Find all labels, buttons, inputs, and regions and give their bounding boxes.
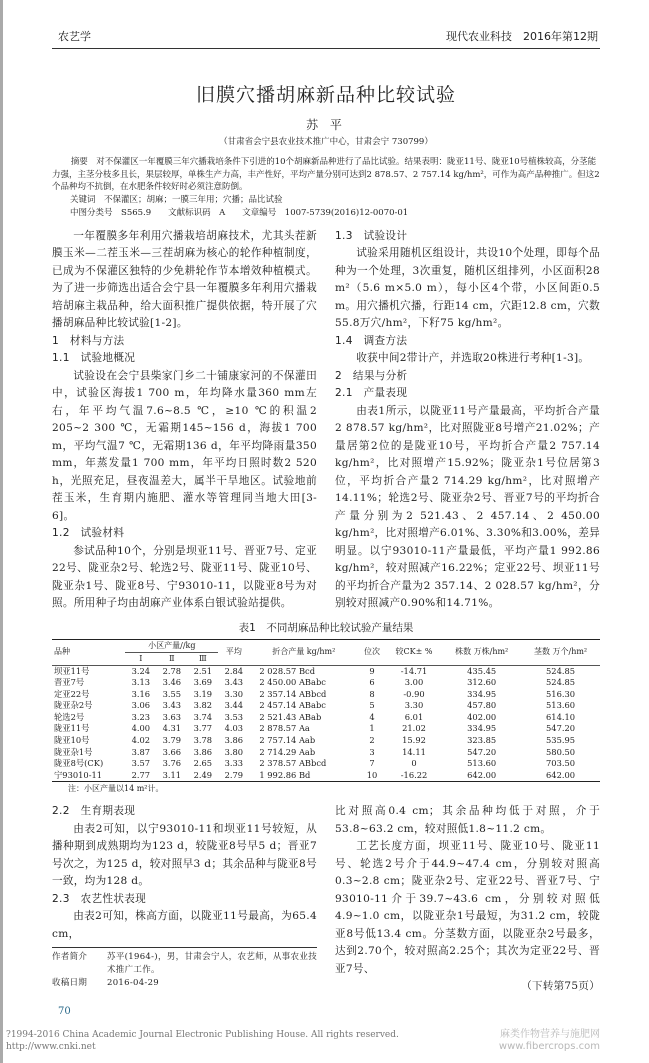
table-cell: 3.87	[131, 746, 151, 757]
left-column-lower	[52, 803, 317, 995]
table-row	[52, 758, 600, 770]
table-cell: 14.11	[402, 746, 426, 757]
received-date: 2016-04-29	[107, 978, 160, 989]
table-cell: 703.50	[546, 758, 576, 769]
table-cell: 7	[369, 758, 375, 769]
table-row	[52, 665, 600, 677]
keywords: 关键词 不保灌区；胡麻；一膜三年用；穴播；品比试验	[70, 194, 283, 205]
header-journal	[446, 28, 598, 44]
table-cell: 535.95	[546, 735, 576, 746]
table-cell: 3.82	[193, 700, 213, 711]
bio-label: 作者简介	[52, 952, 88, 963]
table-cell: 334.95	[467, 688, 497, 699]
table-row	[52, 723, 600, 735]
table-cell: 513.60	[546, 700, 576, 711]
table-cell: 3.13	[131, 677, 151, 688]
table-cell: 15.92	[402, 735, 426, 746]
table-cell: -16.22	[400, 769, 428, 780]
table-cell: 3.44	[224, 700, 244, 711]
col-rank: 位次	[358, 639, 386, 665]
table-cell: 坝亚11号	[54, 665, 90, 676]
table-row	[52, 689, 600, 701]
table-cell: 1	[369, 723, 375, 734]
classification: 中图分类号 S565.9 文献标识码 A 文章编号 1007-5739(2016)12-0070-01	[70, 207, 409, 218]
table-row	[52, 700, 600, 712]
table-cell: 4.00	[131, 723, 151, 734]
abstract: 摘要 对不保灌区一年覆膜三年穴播栽培条件下引进的10个胡麻新品种进行了品比试验。结果表明：陇亚11号、陇亚10号植株较高，分茎能力强，主茎分枝多且长，果层较厚，单株生产力高，丰产性好，平均产量分别可达到2 878.57、2 757.14 kg/hm²，可作为高产品种推广。但这2个品种均不抗倒，在水肥条件较好时必须注意防倒。	[52, 157, 600, 192]
table-cell: 323.85	[467, 735, 497, 746]
table-cell: 524.85	[546, 665, 576, 676]
col-r1: Ⅰ	[125, 652, 156, 665]
table-cell: 10	[366, 769, 378, 780]
table-cell: 3.86	[224, 735, 244, 746]
left-column	[52, 228, 317, 613]
table-cell: 3	[369, 746, 375, 757]
table-cell: 2 714.29 Aab	[259, 746, 316, 757]
header-section: 农艺学	[58, 30, 91, 43]
table-cell: 宁93010-11	[54, 769, 103, 780]
table-cell: 3.43	[162, 700, 182, 711]
table-cell: 435.45	[467, 665, 497, 676]
table-cell: 4	[369, 711, 375, 722]
col-plot: 小区产量//kg	[125, 639, 218, 652]
col-plants: 株数 万株/hm²	[442, 639, 521, 665]
col-conv: 折合产量 kg/hm²	[249, 639, 358, 665]
table-cell: 3.46	[162, 677, 182, 688]
paragraph-2-1: 由表1所示，以陇亚11号产量最高，平均折合产量2 878.57 kg/hm²，比对照陇亚8号增产21.02%；产量居第2位的是陇亚10号，平均折合产量2 757.14 kg/hm²，比对照增产15.92%；陇亚杂1号位居第3位，平均折合产量2 714.29 kg/hm²，比对照增产14.11%；轮选2号、陇亚杂2号、晋亚7号的平均折合产量分别为2 521.43、2 457.14、2 450.00 kg/hm²，比对照增产6.01%、3.30%和3.00%，差异明显。以宁93010-11产量最低，平均产量1 992.86 kg/hm²，较对照减产16.22%；定亚22号、坝亚11号的平均折合产量为2 357.14、2 028.57 kg/hm²，分别较对照减产0.90%和14.71%。	[335, 404, 600, 609]
table-cell: 陇亚8号(CK)	[54, 758, 104, 769]
table-cell: 524.85	[546, 677, 576, 688]
page-number: 70	[58, 1006, 71, 1018]
right-column	[335, 228, 600, 613]
table-cell: 陇亚杂1号	[54, 746, 93, 757]
lower-columns	[52, 803, 600, 995]
table-cell: 3.24	[131, 665, 151, 676]
table-cell: 2 878.57 Aa	[259, 723, 310, 734]
table-cell: 547.20	[467, 746, 497, 757]
table-cell: 614.10	[546, 711, 576, 722]
table-cell: 2.77	[131, 769, 151, 780]
paragraph-2-2: 由表2可知，以宁93010-11和坝亚11号较短，从播种期到成熟期均为123 d，较陇亚8号早5 d；晋亚7号次之，为125 d，较对照早3 d；其余品种与陇亚8号一致，均为128 d。	[52, 822, 317, 888]
table-cell: 3.66	[162, 746, 182, 757]
table-cell: 2 378.57 ABbcd	[259, 758, 327, 769]
table-cell: 642.00	[546, 769, 576, 780]
col-r2: Ⅱ	[156, 652, 187, 665]
page-header	[52, 28, 600, 49]
paragraph-2-3-b: 工艺长度方面，坝亚11号、陇亚10号、陇亚11号、轮选2号介于44.9~47.4 cm，分别较对照高0.3~2.8 cm；陇亚杂2号、定亚22号、晋亚7号、宁93010-11介于39.7~43.6 cm，分别较对照低4.9~1.0 cm，以陇亚杂1号最短，为31.2 cm，较陇亚8号低13.4 cm。分茎数方面，以陇亚杂2号最多，达到2.70个，较对照高2.25个；其次为定亚22号、晋亚7号、	[335, 840, 600, 975]
table-cell: 334.95	[467, 723, 497, 734]
bio-text: 苏平(1964-)，男，甘肃会宁人，农艺师，从事农业技术推广工作。	[107, 952, 317, 976]
yield-table	[52, 639, 600, 783]
table-cell: 642.00	[467, 769, 497, 780]
table-cell: 3.57	[131, 758, 151, 769]
table-cell: 3.06	[131, 700, 151, 711]
table-cell: 3.80	[224, 746, 244, 757]
table-cell: 3.86	[193, 746, 213, 757]
table-cell: 3.11	[162, 769, 182, 780]
table-row	[52, 770, 600, 782]
table-cell: 2.51	[193, 665, 213, 676]
table-cell: 3.43	[224, 677, 244, 688]
watermark	[499, 1029, 600, 1053]
table-cell: 定亚22号	[54, 688, 90, 699]
table-cell: 3.00	[404, 677, 424, 688]
table-cell: 2 357.14 ABbcd	[259, 688, 327, 699]
col-avg: 平均	[218, 639, 249, 665]
table-cell: 2.78	[162, 665, 182, 676]
paragraph-2-3-cont: 比对照高0.4 cm；其余品种均低于对照，介于53.8~63.2 cm，较对照低1.8~11.2 cm。	[335, 805, 600, 835]
table-body	[52, 665, 600, 782]
table-cell: 2 521.43 ABab	[259, 711, 322, 722]
table-cell: 3.69	[193, 677, 213, 688]
table-cell: 3.30	[224, 688, 244, 699]
table-cell: 4.03	[224, 723, 244, 734]
table-cell: 3.23	[131, 711, 151, 722]
heading-1-4: 1.4 调查方法	[335, 334, 408, 347]
table-cell: 1 992.86 Bd	[259, 769, 311, 780]
table-cell: 6	[369, 677, 375, 688]
table-cell: 580.50	[546, 746, 576, 757]
table-cell: 2.79	[224, 769, 244, 780]
copyright: ?1994-2016 China Academic Journal Electronic Publishing House. All rights reserved. http://www.cnki.net	[6, 1030, 408, 1053]
table-cell: 6.01	[404, 711, 424, 722]
watermark-line2: www.fibercrops.com	[498, 1041, 600, 1053]
table-cell: 513.60	[467, 758, 497, 769]
table-cell: 3.78	[193, 735, 213, 746]
table-cell: 3.74	[193, 711, 213, 722]
heading-2: 2 结果与分析	[335, 369, 408, 382]
table-cell: 3.16	[131, 688, 151, 699]
table-cell: 晋亚7号	[54, 677, 85, 688]
heading-2-1: 2.1 产量表现	[335, 387, 408, 399]
table-note: 注：小区产量以14 m²计。	[68, 784, 164, 794]
table-row	[52, 712, 600, 724]
author-bio	[52, 947, 317, 990]
table-cell: 9	[369, 665, 375, 676]
table-cell: 陇亚11号	[54, 723, 90, 734]
table-cell: 2 028.57 Bcd	[259, 665, 315, 676]
affiliation: （甘肃省会宁县农业技术推广中心，甘肃会宁 730799）	[219, 137, 433, 147]
continued-note: （下转第75页）	[521, 980, 600, 993]
table-cell: 2	[369, 735, 375, 746]
table-cell: 4.31	[162, 723, 182, 734]
table-cell: 21.02	[402, 723, 426, 734]
heading-1-3: 1.3 试验设计	[335, 229, 408, 242]
table-cell: 2.65	[193, 758, 213, 769]
col-stems: 茎数 万个/hm²	[521, 639, 600, 665]
table-cell: 312.60	[467, 677, 497, 688]
page-footer	[6, 1029, 600, 1053]
heading-2-3: 2.3 农艺性状表现	[52, 892, 147, 905]
table-cell: 2 450.00 ABabc	[259, 677, 326, 688]
paragraph-1-2: 参试品种10个，分别是坝亚11号、晋亚7号、定亚22号、陇亚杂2号、轮选2号、陇亚11号、陇亚10号、陇亚杂1号、陇亚8号、宁93010-11，以陇亚8号为对照。所用种子均由胡麻产业体系白银试验站提供。	[52, 544, 317, 609]
col-vsck: 较CK± %	[386, 639, 442, 665]
heading-2-2: 2.2 生育期表现	[52, 805, 136, 818]
right-column-lower	[335, 803, 600, 995]
table-cell: 3.76	[162, 758, 182, 769]
col-r3: Ⅲ	[187, 652, 218, 665]
paragraph-1-3: 试验采用随机区组设计，共设10个处理，即每个品种为一个处理，3次重复，随机区组排列，小区面积28 m²（5.6 m×5.0 m），每小区4个带，小区间距0.5 m。用穴播机穴播，行距14 cm，穴距12.8 cm，穴数55.8万穴/hm²，下籽75 kg/hm²。	[335, 247, 600, 329]
table-row	[52, 747, 600, 759]
author: 苏 平	[306, 118, 346, 132]
col-variety: 品种	[52, 639, 125, 665]
table-cell: 2 757.14 Aab	[259, 735, 316, 746]
table-caption: 表1 不同胡麻品种比较试验产量结果	[238, 621, 414, 634]
table-cell: 0	[411, 758, 417, 769]
table-cell: 2 457.14 ABabc	[259, 700, 326, 711]
issue: 2016年第12期	[523, 30, 598, 43]
paragraph-1-4: 收获中间2带计产，并选取20株进行考种[1-3]。	[356, 352, 590, 364]
received-label: 收稿日期	[52, 978, 88, 989]
table-cell: 516.30	[546, 688, 576, 699]
table-cell: 3.63	[162, 711, 182, 722]
paragraph-2-3: 由表2可知，株高方面，以陇亚11号最高，为65.4 cm，	[52, 910, 317, 940]
heading-1-2: 1.2 试验材料	[52, 527, 125, 539]
table-cell: 547.20	[546, 723, 576, 734]
table-cell: -0.90	[403, 688, 425, 699]
table-row	[52, 677, 600, 689]
table-cell: 2.49	[193, 769, 213, 780]
table-cell: 3.30	[404, 700, 424, 711]
upper-columns	[52, 228, 600, 613]
paragraph-1-1: 试验设在会宁县柴家门乡二十铺康家河的不保灌田中，试验区海拔1 700 m，年均降水量360 mm左右，年平均气温7.6~8.5 ℃，≥10 ℃的积温2 205~2 300 ℃，无霜期145~156 d，海拔1 700 m，平均气温7 ℃，无霜期136 d，年平均降雨量350 mm，年蒸发量1 700 mm，年平均日照时数2 520 h，光照充足，昼夜温差大，属半干旱地区。试验地前茬玉米，生育期内施肥、灌水等管理同当地大田[3-6]。	[52, 369, 317, 522]
table-cell: 4.02	[131, 735, 151, 746]
table-cell: 陇亚10号	[54, 735, 90, 746]
table-cell: 3.79	[162, 735, 182, 746]
table-cell: 轮选2号	[54, 711, 85, 722]
table-cell: 457.80	[467, 700, 497, 711]
table-cell: 3.33	[224, 758, 244, 769]
table-cell: 3.77	[193, 723, 213, 734]
table-cell: -14.71	[400, 665, 428, 676]
table-cell: 2.84	[224, 665, 244, 676]
heading-1: 1 材料与方法	[52, 334, 125, 347]
page-edge	[0, 0, 3, 1063]
table-cell: 陇亚杂2号	[54, 700, 93, 711]
heading-1-1: 1.1 试验地概况	[52, 352, 136, 364]
watermark-line1: 麻类作物营养与施肥网	[500, 1029, 600, 1041]
table-cell: 3.53	[224, 711, 244, 722]
table-cell: 5	[369, 700, 375, 711]
page-title: 旧膜穴播胡麻新品种比较试验	[195, 84, 456, 106]
table-row	[52, 735, 600, 747]
table-cell: 3.55	[162, 688, 182, 699]
journal-name: 现代农业科技	[446, 30, 512, 43]
intro-paragraph: 一年覆膜多年利用穴播栽培胡麻技术，尤其头茬新膜玉米—二茬玉米—三茬胡麻为核心的轮作种植制度，已成为不保灌区独特的少免耕轮作节本增效种植模式。为了进一步筛选出适合会宁县一年覆膜多年利用穴播栽培胡麻主栽品种，给大面积推广提供依据，特开展了穴播胡麻品种比较试验[1-2]。	[52, 229, 317, 329]
table-cell: 3.19	[193, 688, 213, 699]
table-cell: 8	[369, 688, 375, 699]
table-cell: 402.00	[467, 711, 497, 722]
